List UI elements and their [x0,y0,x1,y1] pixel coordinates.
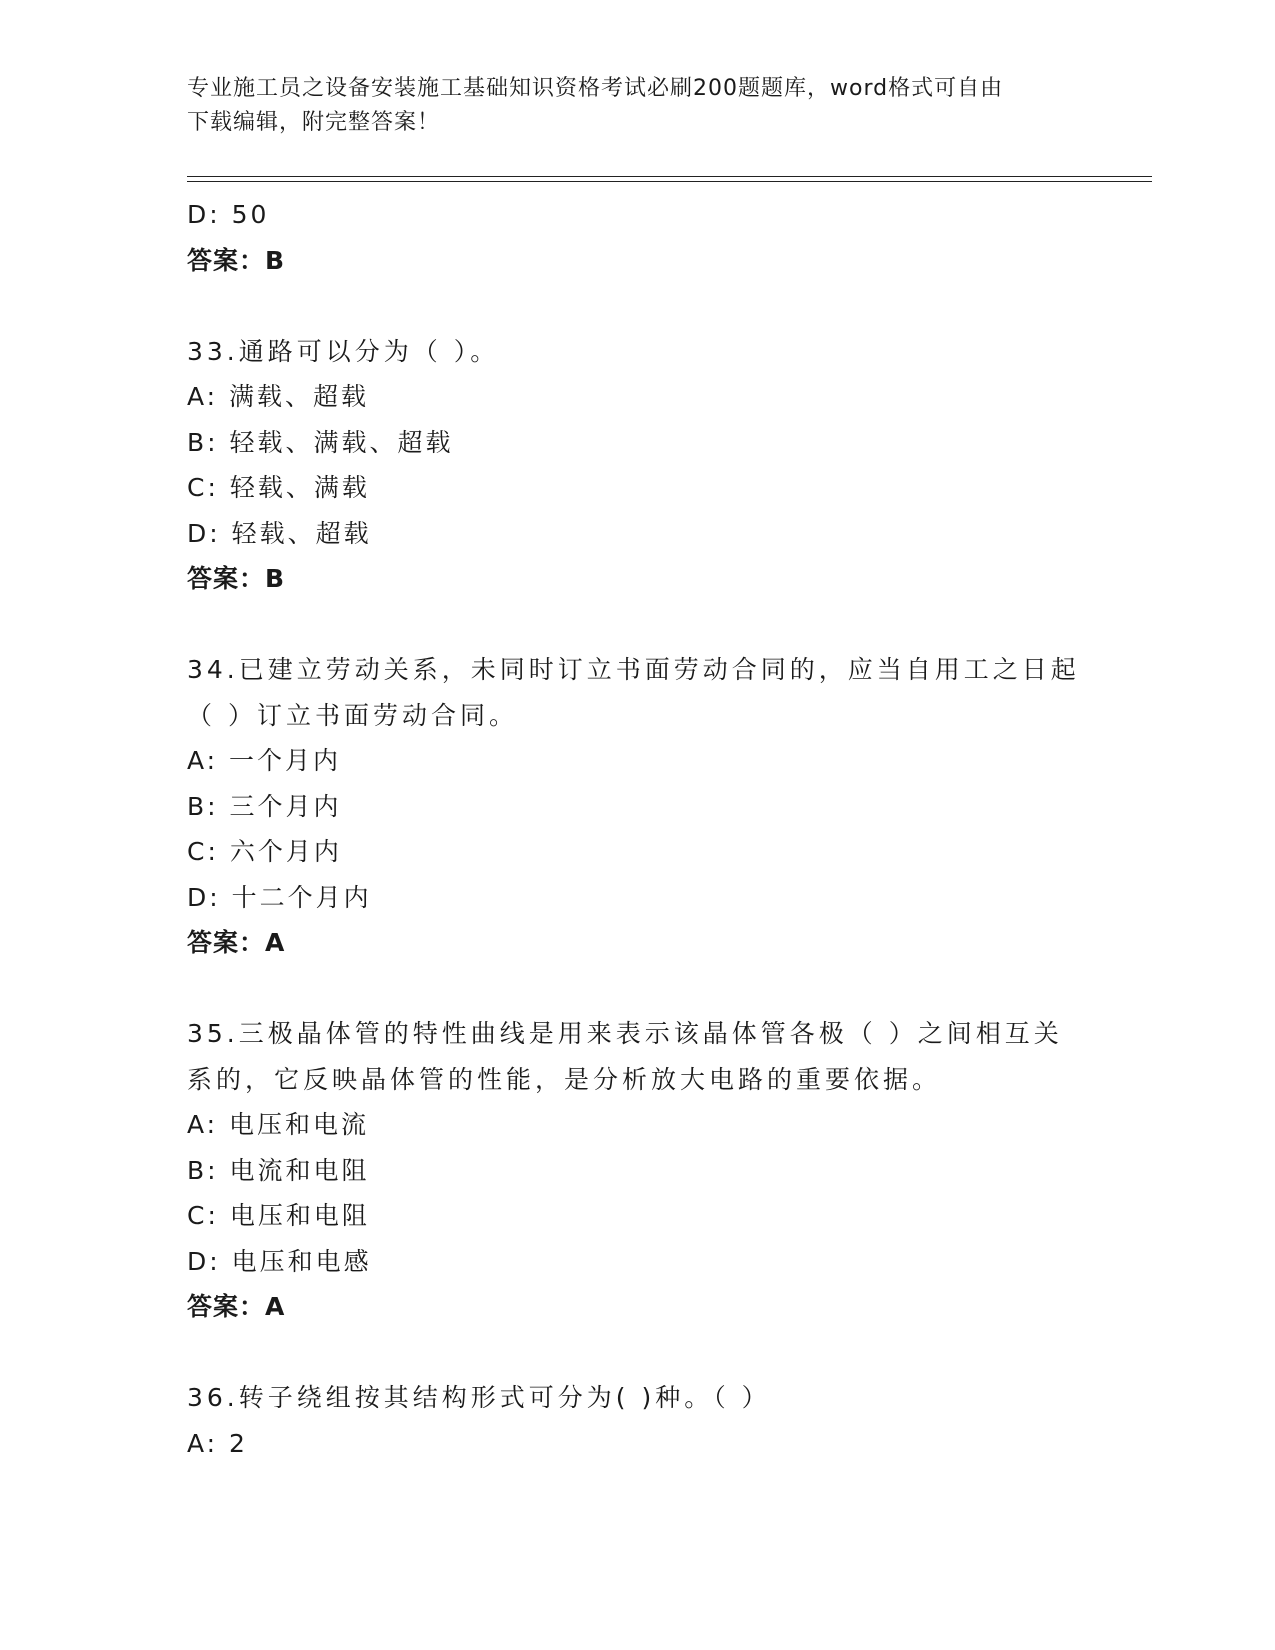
spacer [187,1330,1087,1376]
spacer [187,602,1087,648]
answer: 答案：B [187,564,286,593]
option-c: C: 六个月内 [187,837,342,866]
question-33 [187,329,1087,602]
option-c: C: 轻载、满载 [187,473,370,502]
answer-prev: 答案：B [187,245,286,275]
question-text-line-2: 系的，它反映晶体管的性能，是分析放大电路的重要依据。 [187,1064,942,1094]
question-text-line-1: 35.三极晶体管的特性曲线是用来表示该晶体管各极（ ）之间相互关 [187,1019,1063,1048]
option-b: B: 轻载、满载、超载 [187,427,454,457]
option-a: A: 电压和电流 [187,1110,370,1139]
option-a: A: 一个月内 [187,746,342,775]
header-divider-bottom [187,181,1152,182]
option-d: D: 十二个月内 [187,882,372,912]
answer: 答案：A [187,1292,286,1321]
spacer [187,283,1087,329]
question-34 [187,647,1087,966]
question-35 [187,1011,1087,1330]
option-c: C: 电压和电阻 [187,1201,370,1230]
question-text-line-1: 34.已建立劳动关系，未同时订立书面劳动合同的，应当自用工之日起 [187,655,1080,684]
option-b: B: 电流和电阻 [187,1155,370,1185]
header-divider-top [187,176,1152,177]
header-title-line-2: 下载编辑，附完整答案！ [187,110,441,135]
question-text-line-2: （ ）订立书面劳动合同。 [187,700,518,730]
option-b: B: 三个月内 [187,791,342,821]
option-a: A: 满载、超载 [187,382,370,411]
header-title-line-1: 专业施工员之设备安装施工基础知识资格考试必刷200题题库，word格式可自由 [187,76,1004,101]
spacer [187,966,1087,1012]
option-d: D: 电压和电感 [187,1246,372,1276]
question-text: 33.通路可以分为（ ）。 [187,336,500,366]
question-text: 36.转子绕组按其结构形式可分为( )种。（ ） [187,1383,771,1412]
question-content [187,192,1087,1466]
answer: 答案：A [187,928,286,957]
document-header [187,72,1067,140]
option-d: D: 轻载、超载 [187,518,372,548]
option-d-prev: D: 50 [187,200,270,229]
question-36 [187,1375,1087,1466]
option-a: A: 2 [187,1428,248,1458]
